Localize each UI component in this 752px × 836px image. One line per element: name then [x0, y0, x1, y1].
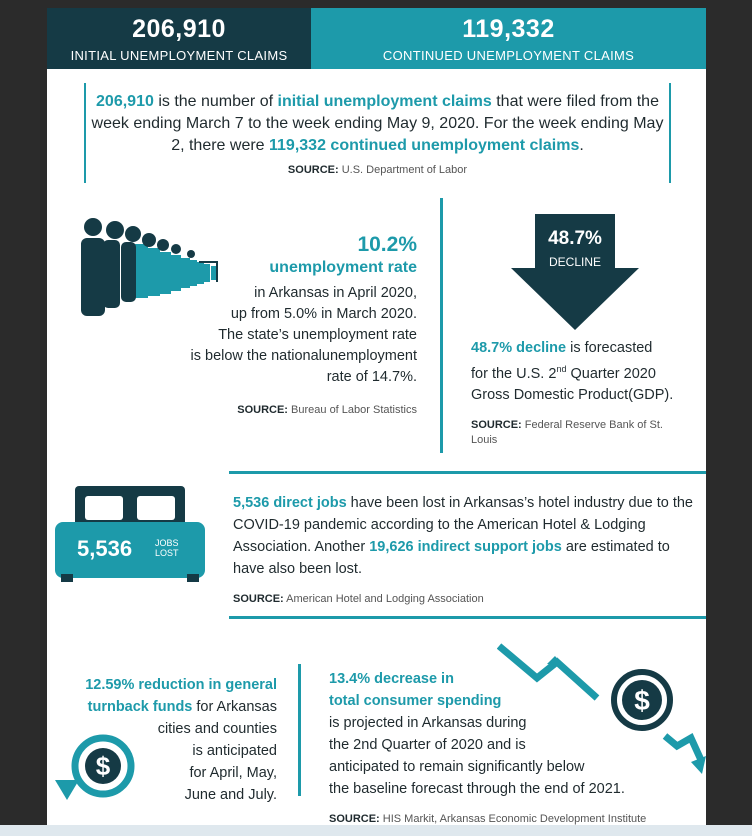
- claims-number-2: 119,332: [269, 137, 326, 154]
- unemployment-line-4: is below the nationalunemployment: [190, 348, 417, 364]
- jobs-label: JOBS: [155, 538, 179, 548]
- hotel-section: [233, 492, 693, 610]
- decline-arrow: [511, 214, 639, 330]
- source-label: SOURCE:: [233, 593, 284, 605]
- turnback-line-3: cities and counties: [157, 721, 277, 737]
- vertical-divider: [298, 664, 301, 796]
- source-text: HIS Markit, Arkansas Economic Development Institute: [379, 813, 647, 825]
- claims-number-1: 206,910: [96, 93, 154, 110]
- source-label: SOURCE:: [287, 164, 339, 176]
- claims-source: [86, 164, 669, 176]
- claims-text: [86, 91, 669, 157]
- continued-claims-label: CONTINUED UNEMPLOYMENT CLAIMS: [382, 48, 635, 63]
- hotel-text: [233, 492, 693, 580]
- jobs-lost-label: [155, 538, 179, 558]
- spending-line-4: the 2nd Quarter of 2020 and is: [329, 737, 526, 753]
- gdp-line-3: Gross Domestic Product(GDP).: [471, 386, 674, 403]
- unemployment-line-3: The state’s unemployment rate: [218, 327, 417, 343]
- spending-line-3: is projected in Arkansas during: [329, 715, 527, 731]
- turnback-line-5: for April, May,: [189, 765, 277, 781]
- claims-text-3: .: [579, 137, 584, 154]
- unemployment-line-1: in Arkansas in April 2020,: [254, 285, 417, 301]
- decline-label: DECLINE: [548, 255, 601, 269]
- hotel-number-1: 5,536: [233, 495, 270, 511]
- jobs-lost-number: 5,536: [77, 536, 133, 561]
- source-text: American Hotel and Lodging Association: [283, 593, 484, 605]
- source-text: Federal Reserve Bank of St. Louis: [471, 418, 663, 446]
- gdp-line-2: [471, 359, 691, 385]
- gdp-text-2b: Quarter 2020: [566, 365, 656, 382]
- turnback-text-2: for Arkansas: [192, 699, 277, 715]
- unemployment-section: [157, 233, 417, 421]
- divider-line: [229, 616, 706, 619]
- bed-icon: [55, 486, 205, 582]
- unemployment-rate-value: 10.2%: [357, 233, 417, 256]
- claims-text-1: is the number of: [153, 93, 278, 110]
- source-label: SOURCE:: [237, 404, 288, 416]
- gdp-superscript: nd: [556, 364, 567, 374]
- gdp-section: [471, 338, 691, 448]
- spending-highlight-2: total consumer spending: [329, 693, 502, 709]
- gdp-text-1: is forecasted: [566, 340, 653, 356]
- continued-claims-number: 119,332: [462, 15, 555, 43]
- source-text: Bureau of Labor Statistics: [287, 404, 417, 416]
- gdp-line-1: [471, 338, 691, 359]
- gdp-source: [471, 418, 691, 448]
- continued-claims-header: [311, 8, 706, 69]
- claims-highlight-1: initial unemployment claims: [277, 93, 492, 110]
- hotel-text-1: have been lost in Arkansas’s hotel industry due to the COVID-19 pandemic according to the American Hotel & Lodging Association. Another: [233, 495, 693, 555]
- divider-line: [229, 471, 706, 474]
- initial-claims-header: [47, 8, 311, 69]
- svg-text:$: $: [634, 685, 650, 716]
- lost-label: LOST: [155, 548, 179, 558]
- unemployment-line-5: rate of 14.7%.: [326, 369, 417, 385]
- spending-line-5: anticipated to remain significantly below: [329, 759, 585, 775]
- unemployment-rate-label: unemployment rate: [269, 259, 417, 276]
- bed-badge: [55, 486, 205, 582]
- infographic: [47, 8, 706, 825]
- initial-claims-number: 206,910: [132, 15, 226, 43]
- hotel-number-2: 19,626: [369, 539, 414, 555]
- source-label: SOURCE:: [471, 418, 522, 431]
- hotel-highlight-1: direct jobs: [269, 495, 347, 511]
- dollar-refund-icon: [53, 728, 138, 813]
- vertical-divider: [440, 198, 443, 453]
- gdp-text-2a: for the U.S. 2: [471, 365, 557, 382]
- decline-percent: 48.7%: [548, 228, 602, 249]
- spending-source: [329, 808, 699, 825]
- svg-text:$: $: [95, 751, 111, 781]
- turnback-line-6: June and July.: [184, 787, 277, 803]
- initial-claims-label: INITIAL UNEMPLOYMENT CLAIMS: [70, 48, 288, 63]
- spending-section: [329, 668, 699, 825]
- gdp-highlight: 48.7% decline: [471, 340, 567, 356]
- turnback-line-2: [55, 696, 277, 718]
- claims-text-2: that were filed from the week ending March 7 to the week ending May 9, 2020. For the week ending May 2, there were: [91, 93, 664, 154]
- claims-highlight-2: continued unemployment claims: [325, 137, 580, 154]
- spending-highlight-1: 13.4% decrease in: [329, 671, 454, 687]
- source-label: SOURCE:: [329, 813, 380, 825]
- background-band: [0, 825, 752, 836]
- unemployment-line-2: up from 5.0% in March 2020.: [230, 306, 417, 322]
- spending-line-6: the baseline forecast through the end of 2021.: [329, 781, 625, 797]
- unemployment-source: [157, 400, 417, 421]
- turnback-highlight-2: turnback funds: [87, 699, 193, 715]
- hotel-source: [233, 588, 693, 610]
- claims-section: [84, 83, 671, 183]
- hotel-highlight-2: indirect support jobs: [413, 539, 562, 555]
- source-text: U.S. Department of Labor: [338, 164, 468, 176]
- turnback-highlight-1: 12.59% reduction in general: [85, 677, 277, 693]
- turnback-line-4: is anticipated: [192, 743, 277, 759]
- hotel-text-2: are estimated to have also been lost.: [233, 539, 670, 577]
